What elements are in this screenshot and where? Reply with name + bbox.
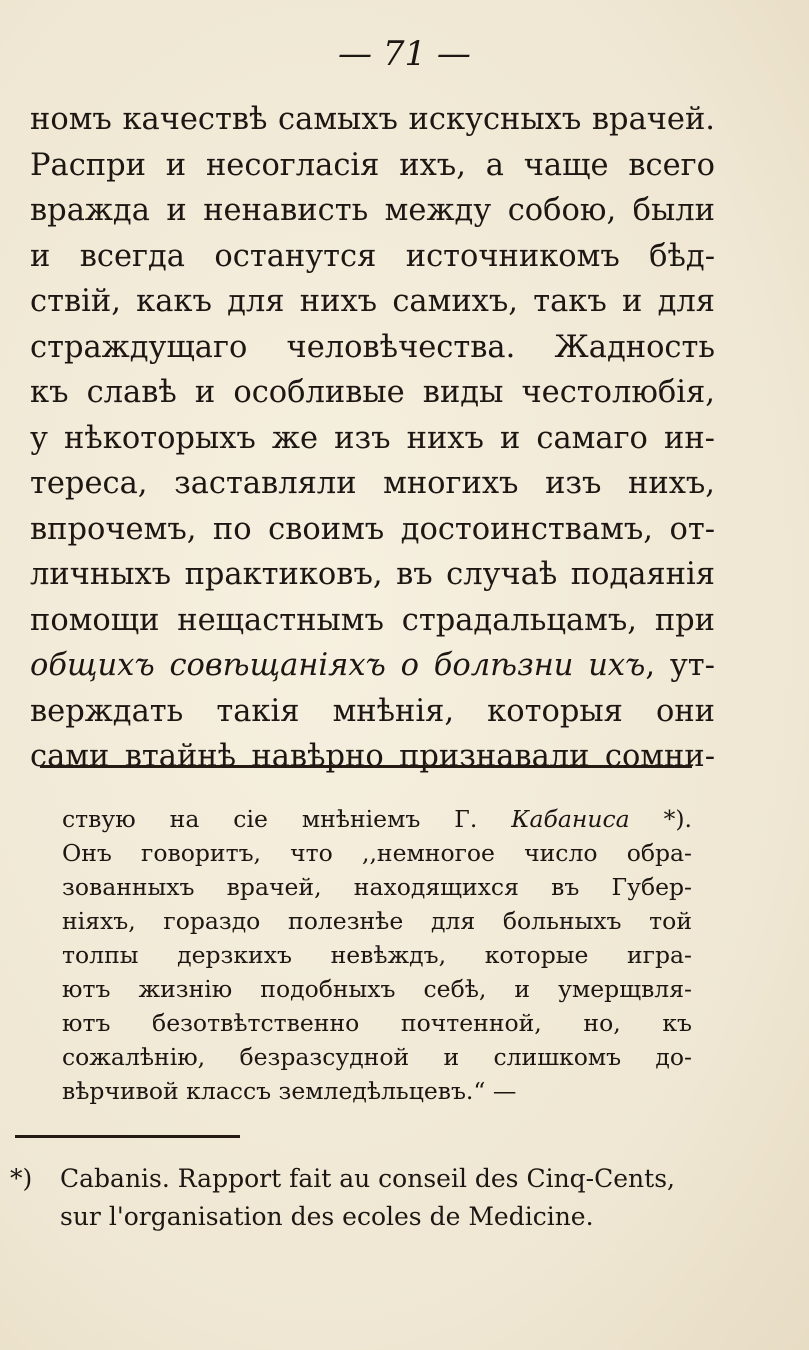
text-line: вражда и ненависть между собою, были (30, 193, 715, 228)
note-line: ютъ жизнію подобныхъ себѣ, и умерщвля- (62, 975, 692, 1003)
note-line-last: вѣрчивой классъ земледѣльцевъ.“ — (62, 1077, 517, 1105)
text-line: личныхъ практиковъ, въ случаѣ подаянія (30, 557, 715, 592)
separator-rule (40, 765, 692, 768)
text-line: верждать такія мнѣнія, которыя они (30, 693, 715, 729)
footnote-line: sur l'organisation des ecoles de Medicine. (60, 1202, 594, 1231)
text-line: у нѣкоторыхъ же изъ нихъ и самаго ин- (30, 420, 715, 456)
text-line: тереса, заставляли многихъ изъ нихъ, (30, 466, 715, 501)
note-line: ствую на сіе мнѣніемъ Г. Кабаниса *). (62, 805, 693, 833)
footnote-rule (15, 1135, 240, 1138)
text-line: помощи нещастнымъ страдальцамъ, при (30, 602, 715, 638)
footnote-line: *) Cabanis. Rapport fait au conseil des Cinq-Cents, (10, 1160, 710, 1198)
note-continuation (62, 802, 692, 1108)
note-line: Онъ говоритъ, что ,,немногое число обра- (62, 839, 692, 867)
italic-line-rest: , ут- (645, 648, 715, 683)
footnote-marker: *) (10, 1164, 33, 1193)
text-line: и всегда останутся источникомъ бѣд- (30, 238, 715, 274)
text-line: номъ качествѣ самыхъ искусныхъ врачей. (30, 102, 715, 137)
text-line: страждущаго человѣчества. Жадность (30, 329, 715, 365)
page-number: — 71 — (338, 34, 471, 74)
note-line: сожалѣнію, безразсудной и слишкомъ до- (62, 1043, 692, 1071)
main-text (30, 97, 715, 780)
text-line: ствій, какъ для нихъ самихъ, такъ и для (30, 284, 715, 319)
footnote (10, 1160, 710, 1236)
note-line: ніяхъ, гораздо полезнѣе для больныхъ той (62, 907, 692, 935)
italic-phrase: общихъ совѣщаніяхъ о болѣзни ихъ (30, 648, 646, 683)
note-line: ютъ безотвѣтственно почтенной, но, къ (62, 1009, 692, 1037)
note-line: толпы дерзкихъ невѣждъ, которые игра- (62, 941, 692, 969)
cabanis-name: Кабаниса (511, 805, 630, 833)
text-line-italic (30, 643, 715, 689)
text-line: къ славѣ и особливые виды честолюбія, (30, 375, 715, 410)
text-line: впрочемъ, по своимъ достоинствамъ, от- (30, 511, 715, 547)
text-line: сами втайнѣ навѣрно признавали сомни- (30, 739, 715, 774)
text-line: Распри и несогласія ихъ, а чаще всего (30, 147, 715, 183)
note-line: зованныхъ врачей, находящихся въ Губер- (62, 873, 692, 901)
